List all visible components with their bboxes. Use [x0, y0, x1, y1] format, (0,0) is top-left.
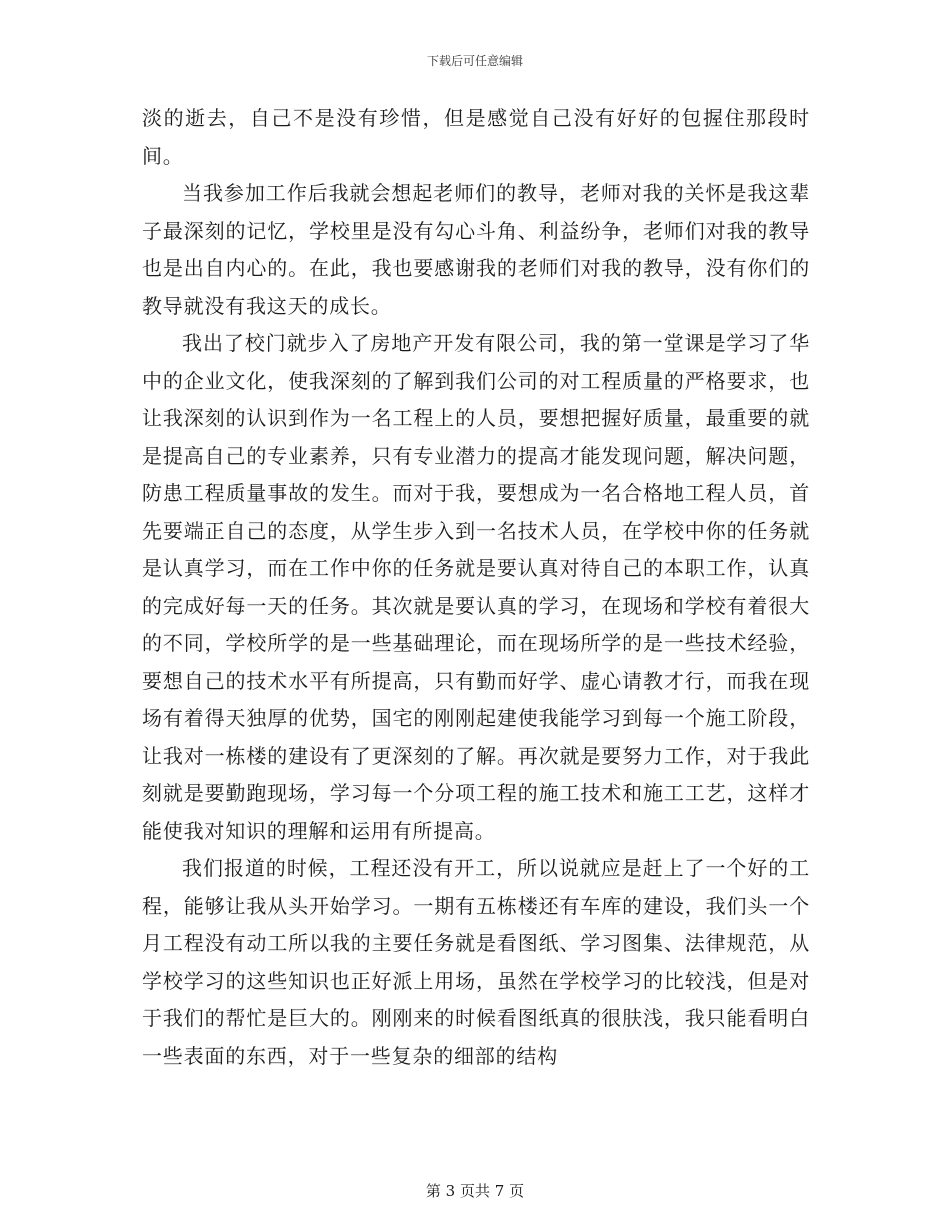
paragraph-continued: 淡的逝去，自己不是没有珍惜，但是感觉自己没有好好的包握住那段时间。	[142, 106, 810, 168]
page-header: 下载后可任意编辑	[426, 54, 523, 68]
paragraph: 我出了校门就步入了房地产开发有限公司，我的第一堂课是学习了华中的企业文化，使我深刻的了解到我们公司的对工程质量的严格要求，也让我深刻的认识到作为一名工程上的人员，要想把握好质量，最重要的就是提高自己的专业素养，只有专业潜力的提高才能发现问题，解决问题，防患工程质量事故的发生。而对于我，要想成为一名合格地工程人员，首先要端正自己的态度，从学生步入到一名技术人员，在学校中你的任务就是认真学习，而在工作中你的任务就是要认真对待自己的本职工作，认真的完成好每一天的任务。其次就是要认真的学习，在现场和学校有着很大的不同，学校所学的是一些基础理论，而在现场所学的是一些技术经验，要想自己的技术水平有所提高，只有勤而好学、虚心请教才行，而我在现场有着得天独厚的优势，国宅的刚刚起建使我能学习到每一个施工阶段，让我对一栋楼的建设有了更深刻的了解。再次就是要努力工作，对于我此刻就是要勤跑现场，学习每一个分项工程的施工技术和施工工艺，这样才能使我对知识的理解和运用有所提高。	[142, 331, 810, 843]
paragraph: 我们报道的时候，工程还没有开工，所以说就应是赶上了一个好的工程，能够让我从头开始学习。一期有五栋楼还有车库的建设，我们头一个月工程没有动工所以我的主要任务就是看图纸、学习图集、法律规范，从学校学习的这些知识也正好派上用场，虽然在学校学习的比较浅，但是对于我们的帮忙是巨大的。刚刚来的时候看图纸真的很肤浅，我只能看明白一些表面的东西，对于一些复杂的细部的结构	[142, 856, 810, 1068]
paragraph: 当我参加工作后我就会想起老师们的教导，老师对我的关怀是我这辈子最深刻的记忆，学校里是没有勾心斗角、利益纷争，老师们对我的教导也是出自内心的。在此，我也要感谢我的老师们对我的教导，没有你们的教导就没有我这天的成长。	[142, 181, 810, 318]
page-footer: 第 3 页共 7 页	[425, 1182, 525, 1200]
document-body	[142, 100, 810, 1075]
